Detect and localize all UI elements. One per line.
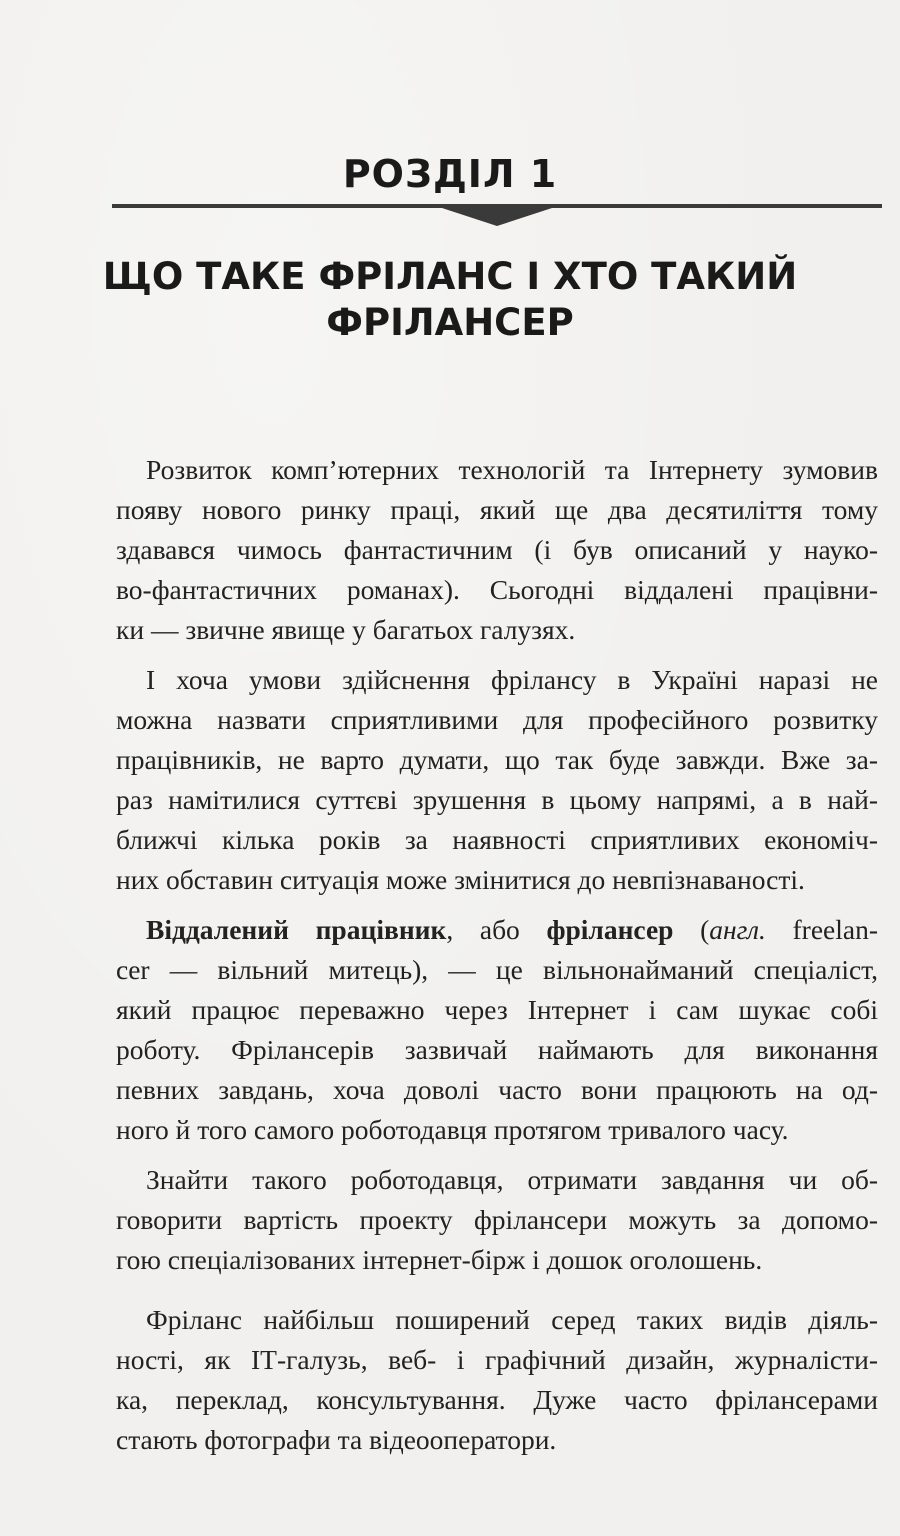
abbr-english: англ. xyxy=(709,914,766,945)
text-line: ка, переклад, консультування. Дуже часто фрілансерами xyxy=(116,1384,878,1415)
chapter-title-line: ФРІЛАНСЕР xyxy=(326,301,574,344)
chapter-title xyxy=(0,254,900,346)
text-line: cer — вільний митець), — це вільнонайманий спеціаліст, xyxy=(116,954,878,985)
text-line: Знайти такого роботодавця, отримати завдання чи об- xyxy=(146,1164,878,1195)
chapter-divider xyxy=(112,200,882,230)
paragraph-3 xyxy=(116,910,878,1150)
text-fragment: , або xyxy=(446,914,547,945)
text-line: стають фотографи та відеооператори. xyxy=(116,1424,557,1455)
text-line: Розвиток комп’ютерних технологій та Інтернету зумовив xyxy=(146,454,878,485)
body-text xyxy=(116,450,878,1460)
text-line: ближчі кілька років за наявності сприятливих економіч- xyxy=(116,824,878,855)
term-remote-worker: Віддалений працівник xyxy=(146,914,447,945)
text-line: працівників, не варто думати, що так буде завжди. Вже за- xyxy=(116,744,878,775)
paragraph-1 xyxy=(116,450,878,650)
paragraph-2 xyxy=(116,660,878,900)
text-fragment: ( xyxy=(673,914,710,945)
text-line: роботу. Фрілансерів зазвичай наймають для виконання xyxy=(116,1034,878,1065)
definition-line xyxy=(116,910,878,950)
text-line: гою спеціалізованих інтернет-бірж і дошок оголошень. xyxy=(116,1244,763,1275)
text-line: них обставин ситуація може змінитися до невпізнаваності. xyxy=(116,864,805,895)
term-freelancer: фрілансер xyxy=(546,914,674,945)
chapter-title-line: ЩО ТАКЕ ФРІЛАНС І ХТО ТАКИЙ xyxy=(102,255,798,298)
text-line: раз намітилися суттєві зрушення в цьому напрямі, а в най- xyxy=(116,784,878,815)
text-line: появу нового ринку праці, який ще два десятиліття тому xyxy=(116,494,878,525)
paragraph-5 xyxy=(116,1300,878,1460)
text-line: можна назвати сприятливими для професійного розвитку xyxy=(116,704,878,735)
text-line: який працює переважно через Інтернет і сам шукає собі xyxy=(116,994,878,1025)
text-line: ки — звичне явище у багатьох галузях. xyxy=(116,614,576,645)
text-line: здавався чимось фантастичним (і був описаний у науко- xyxy=(116,534,878,565)
text-line: Фріланс найбільш поширений серед таких видів діяль- xyxy=(146,1304,878,1335)
text-fragment: freelan- xyxy=(765,914,878,945)
text-line: говорити вартість проекту фрілансери можуть за допомо- xyxy=(116,1204,878,1235)
text-line: певних завдань, хоча доволі часто вони працюють на од- xyxy=(116,1074,878,1105)
chapter-label: РОЗДІЛ 1 xyxy=(342,152,558,196)
text-line: ності, як ІТ-галузь, веб- і графічний дизайн, журналісти- xyxy=(116,1344,878,1375)
paragraph-4 xyxy=(116,1160,878,1280)
text-line: во-фантастичних романах). Сьогодні віддалені працівни- xyxy=(116,574,878,605)
text-line: І хоча умови здійснення фрілансу в Україні наразі не xyxy=(146,664,878,695)
text-line: ного й того самого роботодавця протягом тривалого часу. xyxy=(116,1114,789,1145)
